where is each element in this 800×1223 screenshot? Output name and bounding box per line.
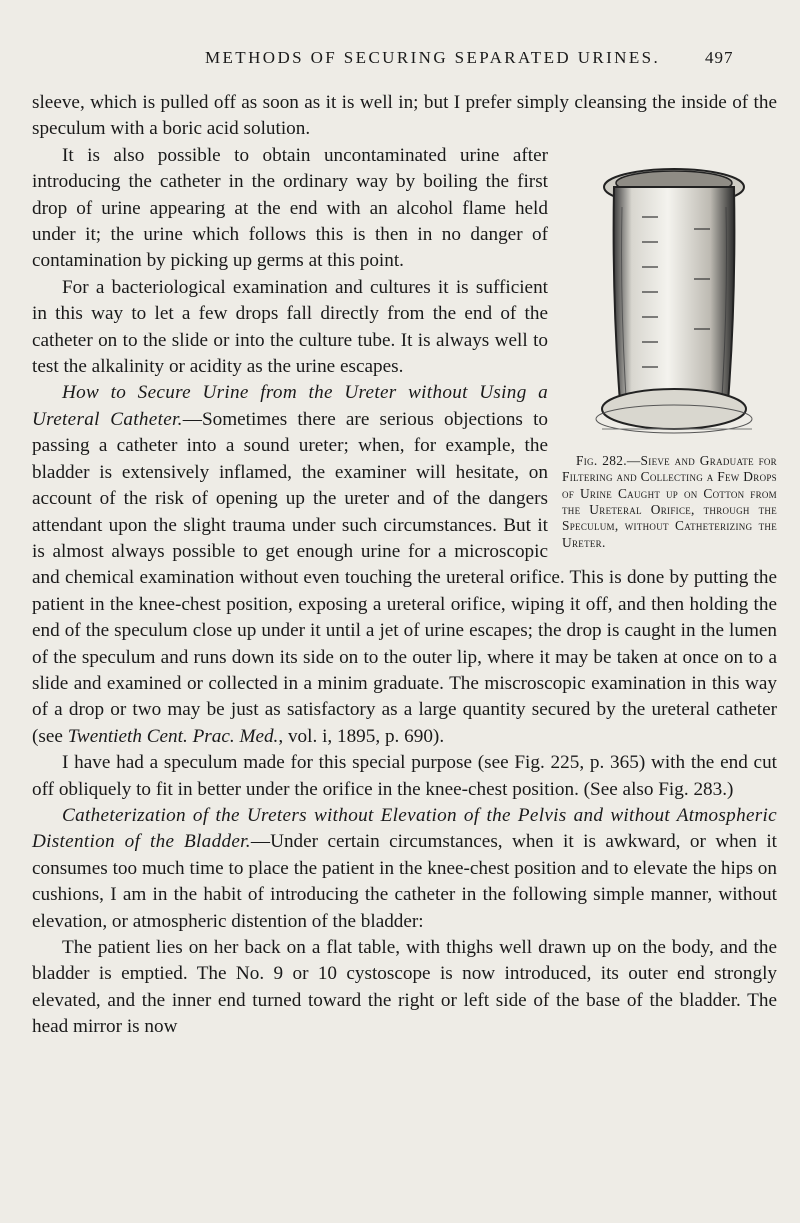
paragraph: The patient lies on her back on a flat table, with thighs well drawn up on the body, and the bladder is emptied. The No. 9 or 10 cystoscope is now introduced, its outer end strongly elevated, and the inner end turned toward the right or left side of the base of the bladder. The head mirror is now — [32, 937, 777, 1038]
paragraph: sleeve, which is pulled off as soon as it is well in; but I prefer simply cleansing the inside of the speculum with a boric acid solution. — [32, 92, 777, 140]
paragraph: For a bacteriological examination and cultures it is sufficient in this way to let a few drops fall directly from the end of the catheter on to the slide or into the culture tube. It is always well to test the alkalinity or acidity as the urine escapes. — [32, 276, 548, 378]
journal-citation: Twentieth Cent. Prac. Med. — [67, 725, 279, 747]
figure-caption: Fig. 282.—Sieve and Graduate for Filtering and Collecting a Few Drops of Urine Caught up on Cotton from the Ureteral Orifice, through the Speculum, without Catheterizing the Ureter. — [562, 452, 777, 550]
paragraph-text: —Under certain circumstances, when it is awkward, or when it consumes too much time to place the patient in the knee-chest position and to elevate the hips on cushions, I am in the habit of introducing the catheter in the following simple manner, without elevation, or atmospheric distention of the bladder: — [32, 831, 777, 932]
paragraph-text: , vol. i, 1895, p. 690). — [278, 725, 445, 747]
section-heading: Catheterization of the Ureters without Elevation of the Pelvis and without Atmospheric Distention of the Bladder. — [32, 804, 777, 853]
section-heading: How to Secure Urine from the Ureter without Using a Ureteral Catheter. — [32, 382, 548, 430]
page-header — [0, 48, 800, 78]
sieve-graduate-illustration — [562, 147, 777, 447]
body-text — [32, 90, 777, 1041]
paragraph — [32, 803, 777, 935]
paragraph: I have had a speculum made for this special purpose (see Fig. 225, p. 365) with the end cut off obliquely to fit in better under the orifice in the knee-chest position. (See also Fig. 283.) — [32, 752, 777, 800]
paragraph: It is also possible to obtain uncontaminated urine after introducing the catheter in the ordinary way by boiling the first drop of urine appearing at the end with an alcohol flame held under it; the urine which follows this is then in no danger of contamination by picking up germs at this point. — [32, 144, 548, 272]
page-number: 497 — [705, 48, 734, 67]
figure-282 — [562, 143, 777, 551]
running-title: METHODS OF SECURING SEPARATED URINES. — [205, 48, 661, 67]
paragraph-text: —Sometimes there are serious objections to passing a catheter into a sound ureter; when, for example, the bladder is extensively inflamed, the examiner will hesitate, on account of the risk of opening up the ureter and of the dangers attendant upon the slight trauma under such circumstances. But it is almost always possible to get enough urine for a microscopic and chemical examination without even touching the ureteral orifice. This is done by putting the patient in the knee-chest position, exposing a ureteral orifice, wiping it off, and then holding the end of the speculum close up under it until a jet of urine escapes; the drop is caught in the lumen of the speculum and runs down its side on to the outer lip, where it may be taken at once on to a slide and examined or collected in a minim graduate. The miscroscopic examination in this way of a drop or two may be just as satisfactory as a large quantity secured by the ureteral catheter (see — [32, 408, 777, 747]
